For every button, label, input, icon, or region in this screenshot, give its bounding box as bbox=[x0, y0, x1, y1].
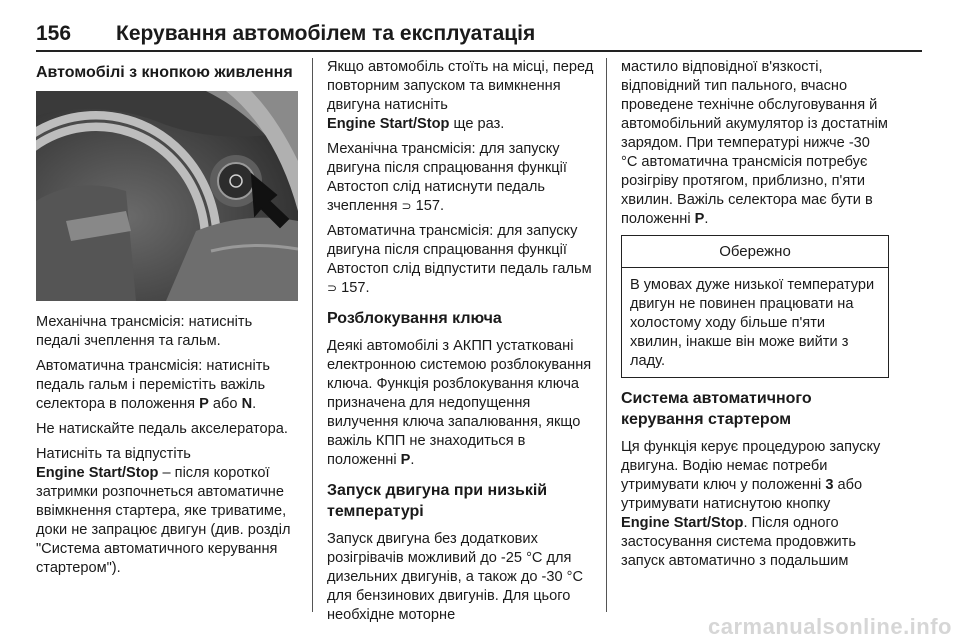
dashboard-illustration bbox=[36, 91, 298, 301]
paragraph-accelerator: Не натискайте педаль акселератора. bbox=[36, 421, 288, 437]
paragraph-autostop-manual: Механічна трансмісія: для запуску двигуна після спрацювання функції Автостоп слід натиснути педаль зчеплення ⊃ 157. bbox=[327, 141, 567, 214]
section-heading-cold-start: Запуск двигуна при низькій температурі bbox=[327, 482, 548, 520]
watermark: carmanualsonline.info bbox=[708, 614, 952, 639]
paragraph-key-unlock: Деякі автомобілі з АКПП устатковані електронною системою розблокування ключа. Функція розблокування ключа призначена для недопущення вилучення ключа запалювання, якщо важіль КПП не знаходиться в положенні P. bbox=[327, 338, 592, 468]
paragraph-cold-start: Запуск двигуна без додаткових розігрівачів можливий до -25 °C для дизельних двигунів, а також до -30 °C для бензинових двигунів. Для цього необхідне моторне bbox=[327, 531, 584, 623]
column-middle bbox=[327, 58, 595, 631]
paragraph-starter-control: Ця функція керує процедурою запуску двигуна. Водію немає потреби утримувати ключ у положенні 3 або утримувати натиснутою кнопку Engine Start/Stop. Після одного застосування система продовжить запуск автоматично з подальшим bbox=[621, 439, 881, 569]
column-divider-1 bbox=[312, 58, 313, 612]
page-reference-icon: ⊃ bbox=[401, 199, 412, 213]
section-heading-key-unlock: Розблокування ключа bbox=[327, 310, 502, 327]
header-divider bbox=[36, 50, 922, 52]
column-right bbox=[621, 58, 889, 577]
caution-title: Обережно bbox=[622, 236, 888, 268]
column-divider-2 bbox=[606, 58, 607, 612]
caution-body: В умовах дуже низької температури двигун не повинен працювати на холостому ходу більше п'яти хвилин, інакше він може вийти з ладу. bbox=[630, 277, 875, 369]
page-number: 156 bbox=[36, 22, 72, 45]
steering-wheel-start-button-image bbox=[36, 91, 298, 301]
page-header bbox=[36, 22, 922, 58]
page-reference-icon: ⊃ bbox=[327, 281, 338, 295]
column-left bbox=[36, 58, 298, 584]
paragraph-automatic-transmission: Автоматична трансмісія: натисніть педаль гальм і перемістіть важіль селектора в положення P або N. bbox=[36, 358, 270, 412]
section-heading-power-button: Автомобілі з кнопкою живлення bbox=[36, 64, 293, 81]
start-stop-button-graphic bbox=[218, 163, 254, 199]
caution-box bbox=[621, 235, 889, 378]
paragraph-engine-start: Натисніть та відпустіть Engine Start/Stop – після короткої затримки розпочнеться автоматичне ввімкнення стартера, яке триватиме, доки не запрацює двигун (див. розділ "Система автоматичного керування стартером"). bbox=[36, 446, 291, 576]
paragraph-restart: Якщо автомобіль стоїть на місці, перед повторним запуском та вимкнення двигуна натисніть Engine Start/Stop ще раз. bbox=[327, 59, 594, 132]
paragraph-autostop-automatic: Автоматична трансмісія: для запуску двигуна після спрацювання функції Автостоп слід відпустити педаль гальм ⊃ 157. bbox=[327, 223, 592, 296]
section-heading-starter-control: Система автоматичного керування стартером bbox=[621, 390, 812, 428]
paragraph-oil-battery: мастило відповідної в'язкості, відповідний тип пального, вчасно проведене технічне обслуговування й автомобільний акумулятор із достатнім зарядом. При температурі нижче -30 °C автоматична трансмісія потребує розігріву протягом, приблизно, п'яти хвилин. Важіль селектора має бути в положенні P. bbox=[621, 59, 888, 227]
page-title: Керування автомобілем та експлуатація bbox=[116, 22, 536, 45]
paragraph-manual-transmission: Механічна трансмісія: натисніть педалі зчеплення та гальм. bbox=[36, 314, 253, 349]
